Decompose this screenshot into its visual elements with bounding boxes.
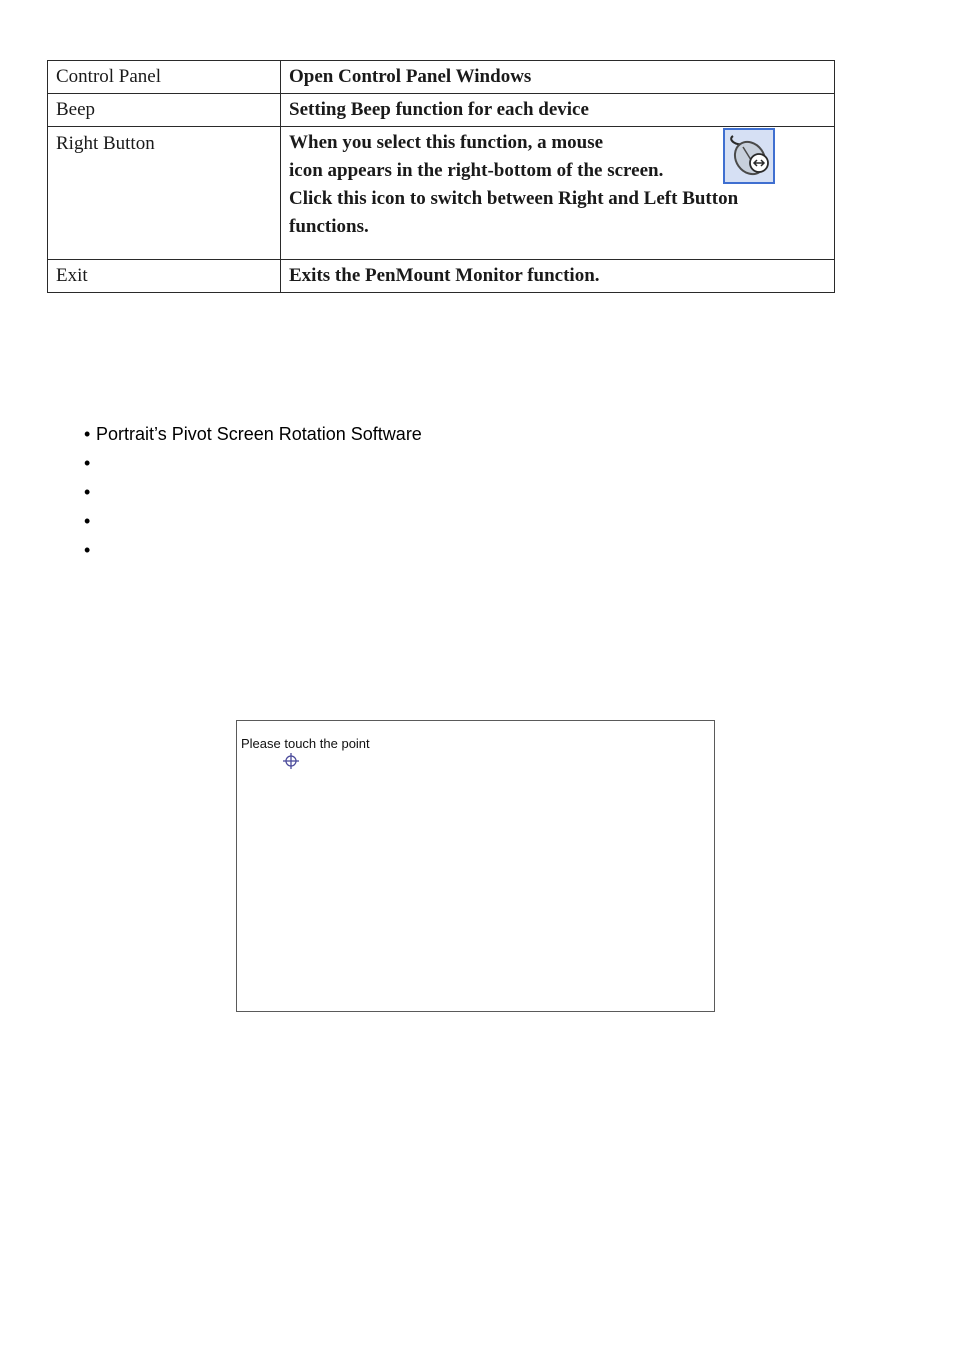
function-name: Beep bbox=[48, 94, 281, 127]
list-item bbox=[84, 537, 422, 566]
bullet-marker: • bbox=[84, 511, 91, 531]
table-row-right-button bbox=[48, 127, 835, 260]
function-description: Exits the PenMount Monitor function. bbox=[281, 260, 835, 293]
list-item bbox=[84, 508, 422, 537]
list-item bbox=[84, 450, 422, 479]
table-row-exit bbox=[48, 260, 835, 293]
table-row-beep bbox=[48, 94, 835, 127]
mouse-right-button-icon bbox=[723, 128, 775, 184]
crosshair-target-icon[interactable] bbox=[283, 753, 299, 769]
function-name: Control Panel bbox=[48, 61, 281, 94]
table-row-control-panel bbox=[48, 61, 835, 94]
description-line: functions. bbox=[289, 216, 369, 237]
description-line: When you select this function, a mouse bbox=[289, 132, 604, 153]
bullet-marker: • bbox=[84, 424, 91, 444]
calibration-prompt: Please touch the point bbox=[241, 736, 370, 751]
function-description bbox=[281, 127, 835, 260]
penmount-functions-table bbox=[47, 60, 835, 293]
bullet-marker: • bbox=[84, 453, 91, 473]
list-item-text: Portrait’s Pivot Screen Rotation Software bbox=[96, 424, 422, 444]
bullet-marker: • bbox=[84, 482, 91, 502]
list-item bbox=[84, 421, 422, 450]
list-item bbox=[84, 479, 422, 508]
function-description: Setting Beep function for each device bbox=[281, 94, 835, 127]
function-description: Open Control Panel Windows bbox=[281, 61, 835, 94]
function-name: Right Button bbox=[48, 127, 281, 260]
calibration-screen[interactable] bbox=[236, 720, 715, 1012]
bullet-marker: • bbox=[84, 540, 91, 560]
feature-bullet-list bbox=[84, 421, 422, 566]
function-name: Exit bbox=[48, 260, 281, 293]
description-line: icon appears in the right-bottom of the screen. bbox=[289, 160, 664, 181]
description-line: Click this icon to switch between Right and Left Button bbox=[289, 188, 739, 209]
